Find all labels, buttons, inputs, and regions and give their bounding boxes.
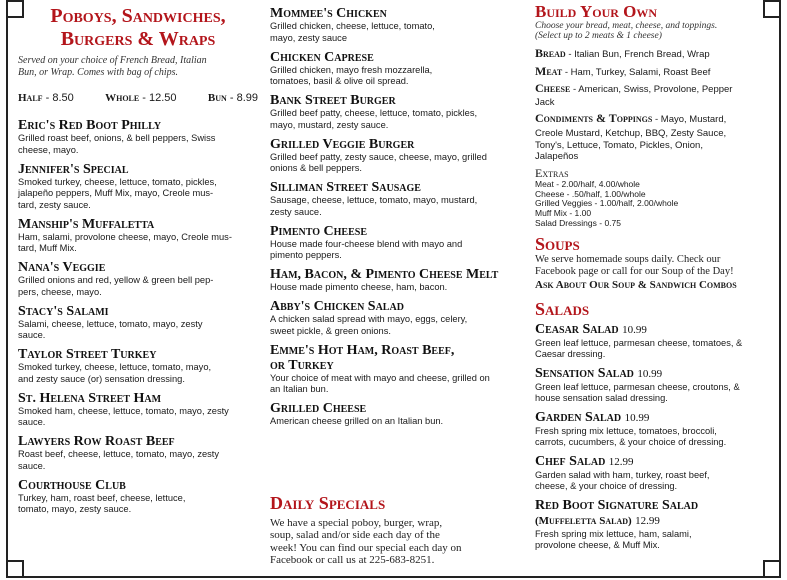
price-half: Half - 8.50 [18,92,74,104]
item-name [270,50,514,65]
item-name-text: Lawyers Row Roast Beef [18,434,175,449]
menu-item-chef-salad [535,454,773,493]
soups-line: We serve homemade soups daily. Check our [535,253,721,265]
item-name-text: Bank Street Burger [270,93,396,108]
section-title-soups: Soups [535,233,580,254]
item-description: Salami, cheese, lettuce, tomato, mayo, zesty [18,318,203,329]
soups-line: Facebook page or call for our Soup of the Day! [535,265,734,277]
byo-options [535,45,773,163]
item-name-text: Chef Salad [535,453,606,469]
menu-item-sensation-salad [535,366,773,405]
price-bun: Bun - 8.99 [207,92,258,104]
menu-item-courthouse-club [18,478,258,516]
item-description: A chicken salad spread with mayo, eggs, celery, [270,314,468,324]
item-name [18,260,258,275]
item-name2-text: or Turkey [270,357,334,373]
item-name-text: Pimento Cheese [270,223,368,239]
item-name [18,347,258,362]
item-price: 12.99 [635,514,660,527]
specialty-column [270,0,514,567]
corner-ornament-bottom-left [6,560,24,578]
item-name-text: Manship's Muffaletta [18,216,155,232]
menu-item-pimento-cheese [270,224,514,262]
item-description: cheese, & your choice of dressing. [535,481,678,492]
item-name [18,217,258,232]
item-name [535,410,773,426]
specials-line: week! You can find our special each day on [270,541,462,554]
item-description: Grilled roast beef, onions, & bell peppers, Swiss [18,133,216,143]
byo-condiments-line3: Tony's, Lettuce, Tomato, Pickles, Onion, [535,139,703,151]
item-description: Smoked ham, cheese, lettuce, tomato, mayo, zesty [18,405,229,416]
extra-item: Muff Mix - 1.00 [535,208,592,219]
menu-item-lawyers-row-roast-beef [18,434,258,472]
item-description: mayo, zesty sauce [270,32,347,43]
item-name-text: Silliman Street Sausage [270,180,421,195]
item-description: American cheese grilled on an Italian bun. [270,416,444,426]
item-name-text: Sensation Salad [535,365,634,381]
item-name-text: Nana's Veggie [18,260,106,275]
item-description: sauce. [18,330,46,340]
item-name2-text: (Muffeletta Salad) [535,514,632,527]
item-description: house sensation salad dressing. [535,393,668,404]
specialty-list [270,6,514,428]
item-description: provolone cheese, & Muff Mix. [535,540,660,551]
item-description: tard, zesty sauce. [18,199,91,210]
item-name-text: Chicken Caprese [270,49,374,65]
menu-item-bank-street-burger [270,93,514,131]
item-price: 12.99 [608,455,634,468]
item-description: Grilled beef patty, cheese, lettuce, tomato, pickles, [270,108,478,118]
menu-item-chicken-caprese [270,50,514,88]
section-title-poboys-line2: Burgers & Wraps [60,28,216,50]
item-description: zesty sauce. [270,206,322,217]
item-description: mayo, mustard, zesty sauce. [270,119,389,130]
size-prices [18,92,258,104]
menu-item-mommee-s-chicken [270,6,514,44]
item-description: pimento peppers. [270,250,342,260]
item-name [270,299,514,314]
item-name-text: Taylor Street Turkey [18,347,157,362]
item-name [535,454,773,470]
item-description: Smoked turkey, cheese, lettuce, tomato, pickles, [18,176,217,187]
sandwich-list [18,118,258,516]
byo-meat: Meat - Ham, Turkey, Salami, Roast Beef [535,63,711,78]
price-whole: Whole - 12.50 [105,92,177,104]
item-name [18,434,258,449]
item-name-text: Eric's Red Boot Philly [18,118,162,133]
corner-ornament-bottom-right [763,560,781,578]
menu-item-eric-s-red-boot-philly [18,118,258,156]
menu-item-stacy-s-salami [18,304,258,342]
item-description: House made pimento cheese, ham, bacon. [270,282,448,292]
item-description: Garden salad with ham, turkey, roast beef, [535,469,710,480]
menu-item-nana-s-veggie [18,260,258,298]
item-description: sauce. [18,417,46,427]
item-description: Grilled chicken, cheese, lettuce, tomato, [270,21,435,31]
item-description: Fresh spring mix lettuce, ham, salami, [535,528,692,539]
extra-item: Cheese - .50/half, 1.00/whole [535,188,646,199]
item-name-text: Grilled Veggie Burger [270,136,415,152]
item-name-text: Emme's Hot Ham, Roast Beef, [270,342,455,358]
menu-item-grilled-cheese [270,401,514,428]
byo-cheese-line2: Jack [535,96,555,108]
byo-condiments: Condiments & Toppings - Mayo, Mustard, [535,111,727,126]
section-title-daily-specials: Daily Specials [270,493,386,513]
item-description: Your choice of meat with mayo and cheese, grilled on [270,372,490,383]
item-description: jalapeño peppers, Muff Mix, mayo, Creole mus- [18,188,214,198]
menu-item-ham-bacon-pimento-cheese-melt [270,267,514,294]
item-description: Ham, salami, provolone cheese, mayo, Creole mus- [18,231,232,242]
item-name [535,366,773,382]
menu-item-garden-salad [535,410,773,449]
menu-item-manship-s-muffaletta [18,217,258,255]
menu-item-taylor-street-turkey [18,347,258,385]
item-description: Caesar dressing. [535,349,606,360]
item-name-line2 [270,358,514,373]
extras-block [535,167,773,229]
soup-combo-note: Ask About Our Soup & Sandwich Combos [535,278,737,291]
item-name-text: St. Helena Street Ham [18,390,162,406]
item-name [270,180,514,195]
item-description: sweet pickle, & green onions. [270,325,391,336]
item-description: carrots, cucumbers, & your choice of dressing. [535,437,727,448]
item-description: and zesty sauce (or) sensation dressing. [18,373,185,384]
extras-label: Extras [535,165,569,180]
item-price: 10.99 [637,367,663,380]
item-description: tomato, mayo, zesty sauce. [18,504,132,514]
item-name-text: Courthouse Club [18,477,126,493]
item-description: Sausage, cheese, lettuce, tomato, mayo, mustard, [270,195,478,205]
item-name [535,322,773,338]
byo-condiments-line2: Creole Mustard, Ketchup, BBQ, Zesty Sauce, [535,128,727,140]
item-description: Grilled beef patty, zesty sauce, cheese, mayo, grilled [270,151,487,162]
item-name-text: Ham, Bacon, & Pimento Cheese Melt [270,267,499,282]
item-name [270,343,514,358]
item-description: sauce. [18,460,46,471]
byo-note-line2: (Select up to 2 meats & 1 cheese) [535,31,662,42]
served-note-line2: Bun, or Wrap. Comes with bag of chips. [18,66,179,78]
item-price: 10.99 [622,323,647,336]
section-title-salads: Salads [535,298,590,319]
item-name [270,137,514,152]
item-description: House made four-cheese blend with mayo and [270,238,463,249]
specials-line: Facebook or call us at 225-683-8251. [270,554,435,567]
byo-note: Choose your bread, meat, cheese, and toppings. [535,20,718,31]
item-description: Roast beef, cheese, lettuce, tomato, mayo, zesty [18,449,220,459]
item-name [270,267,514,282]
item-name [18,478,258,493]
section-title-build-your-own: Build Your Own [535,2,658,21]
byo-bread: Bread - Italian Bun, French Bread, Wrap [535,45,710,60]
item-description: tomatoes, basil & olive oil spread. [270,76,409,86]
daily-specials-text [270,517,514,567]
item-description: Grilled onions and red, yellow & green bell pep- [18,275,214,285]
item-name [18,304,258,319]
item-name [535,498,773,513]
item-description: Turkey, ham, roast beef, cheese, lettuce, [18,492,186,503]
item-price: 10.99 [624,411,650,424]
item-name-text: Grilled Cheese [270,401,367,416]
item-name-text: Jennifer's Special [18,161,129,177]
byo-condiments-line4: Jalapeños [535,151,579,163]
section-title-poboys: Poboys, Sandwiches, [50,5,226,27]
item-name-line2 [535,513,773,529]
item-description: pers, cheese, mayo. [18,286,102,297]
item-description: Green leaf lettuce, parmesan cheese, croutons, & [535,381,740,392]
item-description: an Italian bun. [270,384,329,394]
build-your-own-column [535,0,773,557]
menu-item-abby-s-chicken-salad [270,299,514,337]
item-name [18,391,258,406]
item-name [270,224,514,239]
item-name-text: Stacy's Salami [18,303,109,319]
item-description: tard, Muff Mix. [18,243,77,253]
extra-item: Meat - 2.00/half, 4.00/whole [535,178,640,189]
menu-item-emme-s-hot-ham-roast-beef [270,343,514,396]
menu-item-silliman-street-sausage [270,180,514,218]
salad-list [535,322,773,552]
item-description: Green leaf lettuce, parmesan cheese, tomatoes, & [535,337,743,348]
item-name [270,6,514,21]
item-name-text: Mommee's Chicken [270,6,387,21]
item-description: cheese, mayo. [18,144,79,155]
menu-item-jennifer-s-special [18,162,258,212]
menu-item-red-boot-signature-salad [535,498,773,552]
item-description: onions & bell peppers. [270,163,362,173]
item-name [270,93,514,108]
item-description: Grilled chicken, mayo fresh mozzarella, [270,64,433,75]
item-name-text: Garden Salad [535,409,622,425]
byo-cheese: Cheese - American, Swiss, Provolone, Pepper [535,80,733,95]
item-name [270,401,514,416]
menu-item-st-helena-street-ham [18,391,258,429]
item-description: Fresh spring mix lettuce, tomatoes, broccoli, [535,425,717,436]
item-description: Smoked turkey, cheese, lettuce, tomato, mayo, [18,362,212,372]
menu-item-grilled-veggie-burger [270,137,514,175]
specials-line: soup, salad and/or side each day of the [270,529,440,542]
extra-item: Grilled Veggies - 1.00/half, 2.00/whole [535,198,679,209]
served-note: Served on your choice of French Bread, Italian [18,55,207,66]
specials-line: We have a special poboy, burger, wrap, [270,516,443,529]
item-name [18,162,258,177]
item-name-text: Abby's Chicken Salad [270,299,404,314]
menu-item-ceasar-salad [535,322,773,361]
item-name [18,118,258,133]
item-name-text: Ceasar Salad [535,321,619,337]
item-name-text: Red Boot Signature Salad [535,497,699,513]
sandwich-column [18,0,258,521]
extra-item: Salad Dressings - 0.75 [535,218,621,229]
